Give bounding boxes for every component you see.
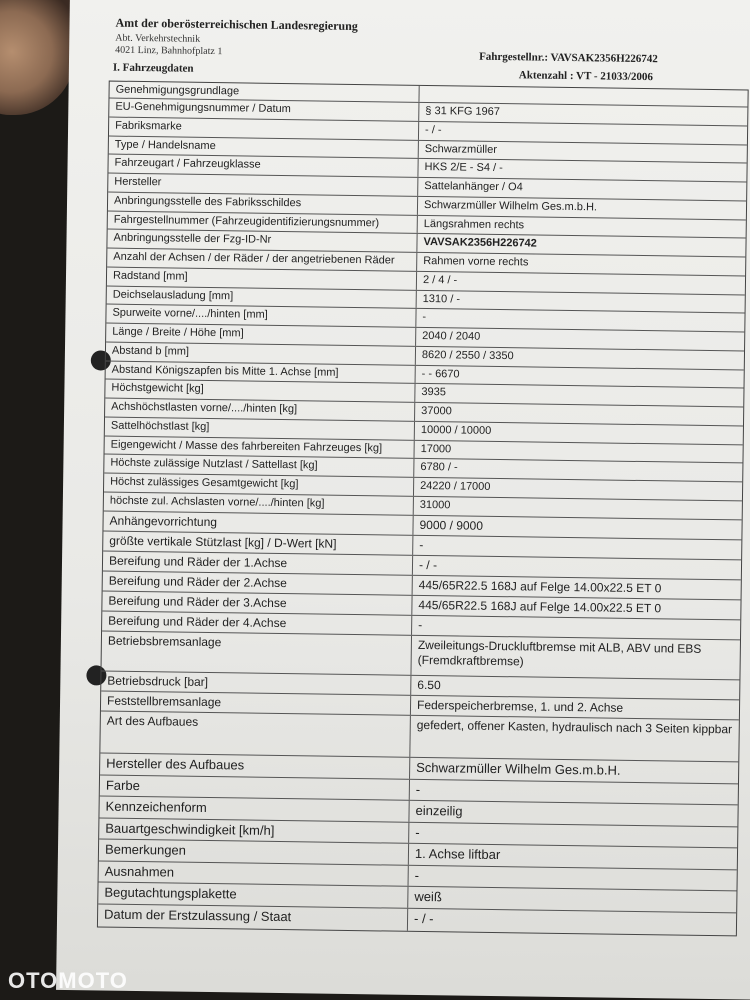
field-value: gefedert, offener Kasten, hydraulisch nach 3 Seiten kippbar (416, 717, 733, 736)
field-label: Kennzeichenform (99, 796, 409, 821)
field-value: - (419, 537, 424, 552)
field-value: 445/65R22.5 168J auf Felge 14.00x22.5 ET 0 (418, 577, 662, 595)
finger (0, 0, 75, 115)
field-label: größte vertikale Stützlast [kg] / D-Wert [kN] (103, 531, 413, 554)
field-label: Art des Aufbaues (100, 711, 411, 756)
field-value: 37000 (421, 404, 452, 418)
field-value: - (415, 824, 420, 840)
field-value: Schwarzmüller Wilhelm Ges.m.b.H. (423, 198, 598, 214)
field-label: Eigengewicht / Masse des fahrbereiten Fahrzeuges [kg] (105, 436, 415, 458)
field-value: Schwarzmüller (424, 142, 498, 156)
field-value: Rahmen vorne rechts (423, 254, 529, 269)
field-label: Betriebsdruck [bar] (101, 671, 411, 694)
field-value: 2040 / 2040 (422, 329, 481, 343)
field-label: Fahrzeugart / Fahrzeugklasse (108, 155, 418, 177)
field-label: Fahrgestellnummer (Fahrzeugidentifizierungsnummer) (108, 211, 418, 233)
field-label: Hersteller (108, 174, 418, 196)
field-value: 1310 / - (422, 292, 461, 305)
field-label: Sattelhöchstlast [kg] (105, 417, 415, 439)
field-value: § 31 KFG 1967 (425, 104, 501, 119)
field-value: - (422, 311, 427, 324)
field-value: - (418, 617, 423, 632)
field-label: höchste zul. Achslasten vorne/..../hinten [kg] (104, 492, 414, 514)
field-label: Radstand [mm] (107, 267, 417, 289)
field-value: 9000 / 9000 (419, 517, 484, 533)
field-value: - / - (418, 557, 438, 572)
field-value: - - 6670 (421, 367, 460, 380)
field-label: Ausnahmen (99, 861, 409, 886)
field-label: Genehmigungsgrundlage (110, 82, 420, 102)
field-label: Fabriksmarke (109, 117, 419, 139)
field-value: 3935 (421, 386, 446, 399)
field-value: 8620 / 2550 / 3350 (421, 348, 514, 362)
field-label: Bauartgeschwindigkeit [km/h] (99, 818, 409, 843)
field-value: Zweileitungs-Druckluftbremse mit ALB, ABV und EBS (Fremdkraftbremse) (417, 637, 702, 668)
field-label: Farbe (100, 775, 410, 800)
field-label: Anbringungsstelle der Fzg-ID-Nr (107, 230, 417, 252)
field-label: Anzahl der Achsen / der Räder / der angetriebenen Räder (107, 249, 417, 271)
field-value: Schwarzmüller Wilhelm Ges.m.b.H. (416, 759, 621, 778)
field-label: Abstand b [mm] (106, 342, 416, 364)
field-value: HKS 2/E - S4 / - (424, 161, 503, 175)
field-label: Bereifung und Räder der 4.Achse (102, 611, 412, 634)
field-label: Bereifung und Räder der 3.Achse (102, 591, 412, 614)
department-line: Abt. Verkehrstechnik (115, 32, 201, 45)
field-label: Type / Handelsname (109, 136, 419, 158)
field-label: Bereifung und Räder der 1.Achse (103, 551, 413, 574)
field-value: - / - (413, 911, 434, 927)
field-label: Spurweite vorne/..../hinten [mm] (106, 305, 416, 327)
field-label: Betriebsbremsanlage (102, 631, 413, 674)
field-label: Bereifung und Räder der 2.Achse (103, 571, 413, 594)
watermark-logo: OTOMOTO (8, 968, 128, 993)
field-label: EU-Genehmigungsnummer / Datum (109, 99, 419, 121)
field-value: - (414, 867, 420, 883)
field-label: Höchstgewicht [kg] (105, 380, 415, 402)
field-label: Datum der Erstzulassung / Staat (98, 905, 408, 931)
field-value: 1. Achse liftbar (414, 845, 501, 863)
field-value: 445/65R22.5 168J auf Felge 14.00x22.5 ET 0 (418, 597, 662, 615)
field-label: Achshöchstlasten vorne/..../hinten [kg] (105, 399, 415, 421)
field-value: 17000 (420, 442, 452, 455)
field-label: Höchst zulässiges Gesamtgewicht [kg] (104, 474, 414, 496)
field-value: Sattelanhänger / O4 (424, 179, 523, 194)
field-value: 10000 / 10000 (420, 423, 492, 437)
field-value: 6.50 (417, 677, 441, 692)
field-label: Abstand Königszapfen bis Mitte 1. Achse [mm] (106, 361, 416, 383)
field-value: VAVSAK2356H226742 (423, 236, 537, 250)
field-value: einzeilig (415, 802, 463, 819)
document-page (56, 0, 750, 1000)
field-value: - (415, 781, 421, 797)
address-line: 4021 Linz, Bahnhofplatz 1 (115, 44, 223, 58)
field-label: Hersteller des Aufbaues (100, 753, 410, 778)
field-label: Höchste zulässige Nutzlast / Sattellast [kg] (104, 455, 414, 477)
field-label: Bemerkungen (99, 839, 409, 864)
vehicle-data-table (97, 81, 749, 937)
office-title: Amt der oberösterreichischen Landesregierung (115, 15, 358, 34)
field-value: Federspeicherbremse, 1. und 2. Achse (416, 697, 624, 715)
file-number: Aktenzahl : VT - 21033/2006 (518, 69, 653, 84)
field-value: - / - (425, 123, 442, 136)
field-value: 24220 / 17000 (420, 479, 491, 493)
vin-header: Fahrgestellnr.: VAVSAK2356H226742 (479, 50, 658, 66)
field-value: 2 / 4 / - (422, 273, 458, 287)
field-label: Länge / Breite / Höhe [mm] (106, 324, 416, 346)
field-label: Begutachtungsplakette (98, 883, 408, 908)
section-title: I. Fahrzeugdaten (112, 61, 194, 75)
field-label: Deichselausladung [mm] (107, 286, 417, 308)
field-label: Feststellbremsanlage (101, 691, 411, 714)
field-value: 6780 / - (420, 461, 458, 474)
field-label: Anhängevorrichtung (103, 511, 413, 534)
field-value: 31000 (419, 498, 451, 512)
field-value: Längsrahmen rechts (423, 217, 525, 231)
field-label: Anbringungsstelle des Fabriksschildes (108, 192, 418, 214)
field-value: weiß (414, 889, 442, 905)
